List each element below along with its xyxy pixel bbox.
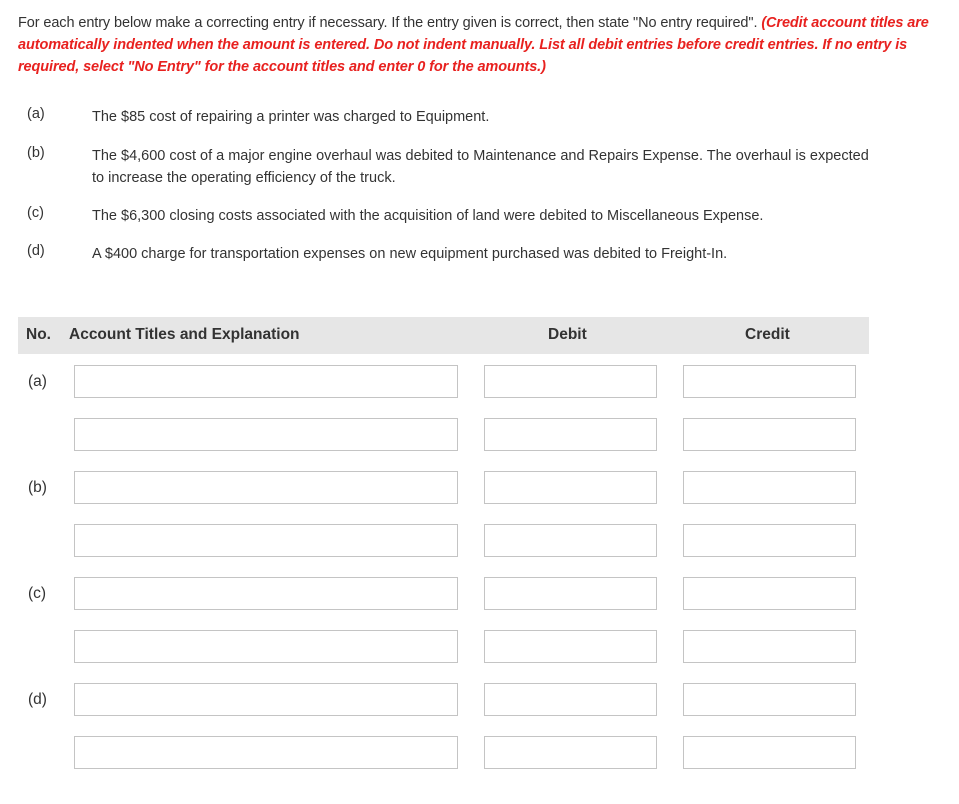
credit-input[interactable] (683, 577, 856, 610)
credit-input[interactable] (683, 683, 856, 716)
row-label-c: (c) (28, 585, 47, 602)
account-title-input[interactable] (74, 365, 458, 398)
instructions (18, 12, 943, 78)
account-title-input[interactable] (74, 683, 458, 716)
instructions-text: For each entry below make a correcting entry if necessary. If the entry given is correct, then state "No entry required". (18, 15, 762, 31)
header-debit: Debit (548, 326, 587, 343)
debit-input[interactable] (484, 630, 657, 663)
credit-input[interactable] (683, 524, 856, 557)
entry-text: The $85 cost of repairing a printer was charged to Equipment. (92, 109, 490, 125)
instructions-emphasis: (Credit account titles are automatically indented when the amount is entered. Do not indent manually. List all debit entries before credit entries. If no entry is required, select "No Entry" for the account titles and enter 0 for the amounts.) (18, 15, 929, 75)
journal-table-header (18, 317, 869, 354)
header-account-titles: Account Titles and Explanation (69, 326, 300, 343)
account-title-input[interactable] (74, 524, 458, 557)
entry-label: (c) (27, 205, 44, 221)
credit-input[interactable] (683, 630, 856, 663)
debit-input[interactable] (484, 365, 657, 398)
credit-input[interactable] (683, 418, 856, 451)
account-title-input[interactable] (74, 471, 458, 504)
debit-input[interactable] (484, 471, 657, 504)
entry-label: (a) (27, 106, 45, 122)
credit-input[interactable] (683, 736, 856, 769)
entry-text: A $400 charge for transportation expenses on new equipment purchased was debited to Freight-In. (92, 246, 728, 262)
debit-input[interactable] (484, 577, 657, 610)
entry-text: The $4,600 cost of a major engine overhaul was debited to Maintenance and Repairs Expense. The overhaul is expected to increase the operating efficiency of the truck. (92, 148, 869, 186)
debit-input[interactable] (484, 736, 657, 769)
account-title-input[interactable] (74, 736, 458, 769)
header-no: No. (26, 326, 51, 343)
row-label-a: (a) (28, 373, 47, 390)
row-label-d: (d) (28, 691, 47, 708)
entry-label: (b) (27, 145, 45, 161)
debit-input[interactable] (484, 418, 657, 451)
entry-label: (d) (27, 243, 45, 259)
account-title-input[interactable] (74, 418, 458, 451)
credit-input[interactable] (683, 365, 856, 398)
header-credit: Credit (745, 326, 790, 343)
debit-input[interactable] (484, 683, 657, 716)
debit-input[interactable] (484, 524, 657, 557)
account-title-input[interactable] (74, 577, 458, 610)
entry-text: The $6,300 closing costs associated with the acquisition of land were debited to Miscellaneous Expense. (92, 208, 764, 224)
account-title-input[interactable] (74, 630, 458, 663)
credit-input[interactable] (683, 471, 856, 504)
row-label-b: (b) (28, 479, 47, 496)
